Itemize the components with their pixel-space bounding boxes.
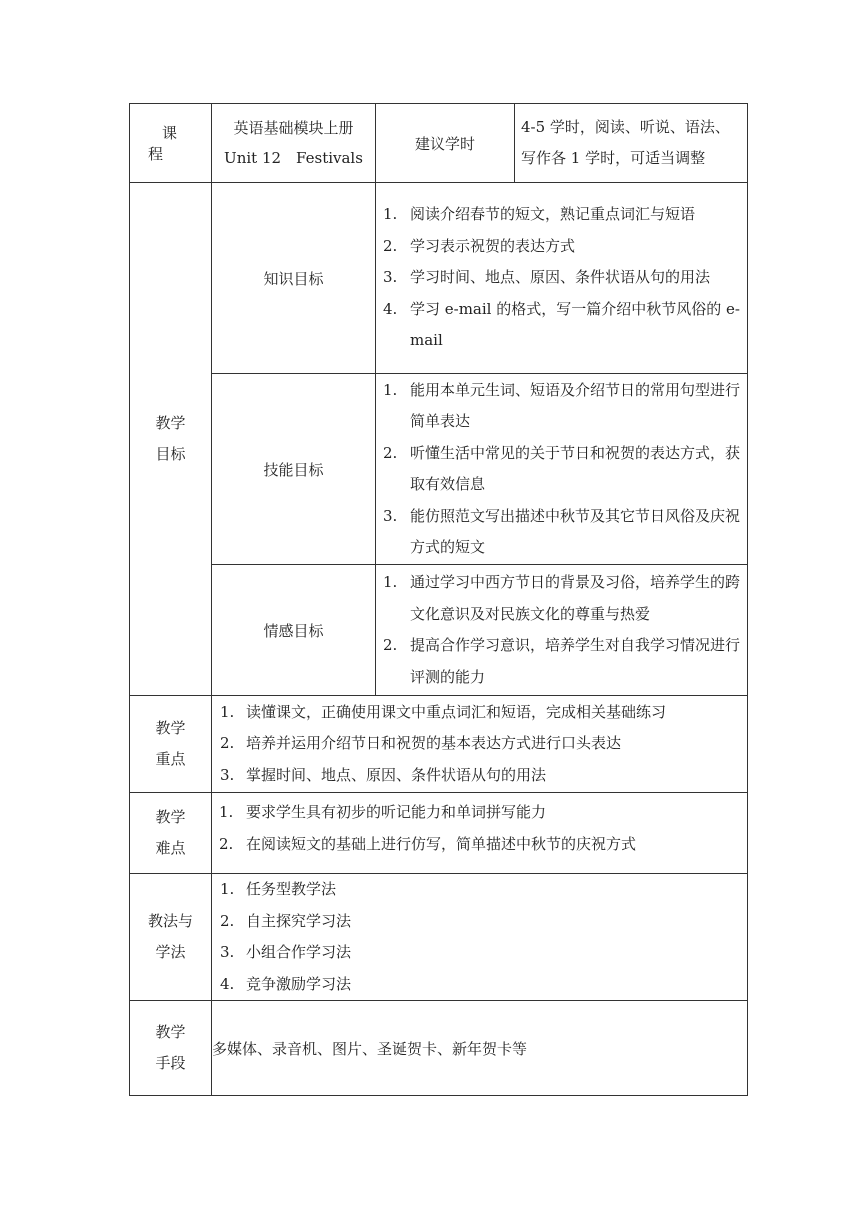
key-points-label-cell (130, 696, 212, 793)
list-item: 1. 通过学习中西方节日的背景及习俗，培养学生的跨文化意识及对民族文化的尊重与热爱 (383, 573, 741, 623)
means-text: 多媒体、录音机、图片、圣诞贺卡、新年贺卡等 (212, 1039, 528, 1058)
list-item: 2. 培养并运用介绍节日和祝贺的基本表达方式进行口头表达 (220, 734, 622, 753)
list-item: 1. 要求学生具有初步的听记能力和单词拼写能力 (219, 803, 547, 821)
emotion-goal-label: 情感目标 (263, 621, 324, 640)
suggest-value-cell (515, 104, 748, 183)
goals-emotion-row (130, 565, 748, 696)
skill-goal-label: 技能目标 (263, 460, 324, 479)
skill-goal-list-cell (376, 374, 748, 565)
key-points-list (212, 697, 747, 792)
difficulties-list (212, 797, 741, 860)
difficulties-label-line1: 教学 (155, 808, 186, 826)
goals-label-line2: 目标 (155, 445, 186, 463)
means-cell (212, 1001, 748, 1096)
list-item: 1. 阅读介绍春节的短文，熟记重点词汇与短语 (383, 205, 696, 224)
list-item: 1. 能用本单元生词、短语及介绍节日的常用句型进行简单表达 (383, 380, 741, 430)
list-item: 2. 在阅读短文的基础上进行仿写，简单描述中秋节的庆祝方式 (219, 834, 637, 853)
goals-knowledge-row (130, 183, 748, 374)
list-item: 1. 读懂课文，正确使用课文中重点词汇和短语，完成相关基础练习 (220, 702, 667, 721)
skill-goal-list (376, 375, 747, 564)
goals-label-line1: 教学 (155, 414, 186, 432)
knowledge-goal-list (376, 199, 747, 357)
list-item: 2. 听懂生活中常见的关于节日和祝贺的表达方式，获取有效信息 (383, 443, 741, 493)
methods-list-cell (212, 874, 748, 1001)
means-label-line1: 教学 (155, 1023, 186, 1041)
list-item: 2. 自主探究学习法 (220, 911, 352, 930)
header-row (130, 104, 748, 183)
key-points-label-line2: 重点 (155, 750, 186, 768)
key-points-list-cell (212, 696, 748, 793)
course-name-cn: 英语基础模块上册 (233, 119, 354, 137)
list-item: 4. 学习 e-mail 的格式，写一篇介绍中秋节风俗的 e-mail (383, 299, 740, 350)
means-row (130, 1001, 748, 1096)
knowledge-goal-label: 知识目标 (263, 269, 324, 288)
course-unit: Unit 12 Festivals (224, 149, 363, 167)
emotion-goal-label-cell (212, 565, 376, 696)
goals-label-cell (130, 183, 212, 696)
list-item: 2. 提高合作学习意识，培养学生对自我学习情况进行评测的能力 (383, 636, 741, 686)
methods-label-cell (130, 874, 212, 1001)
methods-label-line1: 教法与 (147, 912, 193, 930)
difficulties-row (130, 793, 748, 874)
methods-label-line2: 学法 (155, 943, 186, 961)
difficulties-label-line2: 难点 (155, 839, 186, 857)
methods-list (212, 874, 747, 1000)
list-item: 3. 学习时间、地点、原因、条件状语从句的用法 (383, 268, 711, 287)
lesson-plan-table (129, 103, 748, 1096)
knowledge-goal-label-cell (212, 183, 376, 374)
knowledge-goal-list-cell (376, 183, 748, 374)
list-item: 2. 学习表示祝贺的表达方式 (383, 236, 576, 255)
course-label-cell (130, 104, 212, 183)
suggest-label-cell (376, 104, 515, 183)
list-item: 1. 任务型教学法 (220, 880, 337, 898)
difficulties-label-cell (130, 793, 212, 874)
key-points-row (130, 696, 748, 793)
list-item: 3. 小组合作学习法 (220, 943, 352, 961)
emotion-goal-list (376, 567, 747, 693)
means-label-line2: 手段 (155, 1054, 186, 1072)
list-item: 4. 竞争激励学习法 (220, 974, 352, 993)
suggest-label: 建议学时 (414, 134, 475, 153)
suggest-value: 4-5 学时，阅读、听说、语法、写作各 1 学时，可适当调整 (521, 118, 730, 167)
methods-row (130, 874, 748, 1001)
course-label: 课 程 (147, 124, 207, 163)
course-name-cell (212, 104, 376, 183)
emotion-goal-list-cell (376, 565, 748, 696)
list-item: 3. 掌握时间、地点、原因、条件状语从句的用法 (220, 765, 547, 784)
means-label-cell (130, 1001, 212, 1096)
skill-goal-label-cell (212, 374, 376, 565)
list-item: 3. 能仿照范文写出描述中秋节及其它节日风俗及庆祝方式的短文 (383, 506, 741, 556)
key-points-label-line1: 教学 (155, 719, 186, 737)
difficulties-list-cell (212, 793, 748, 874)
goals-skill-row (130, 374, 748, 565)
